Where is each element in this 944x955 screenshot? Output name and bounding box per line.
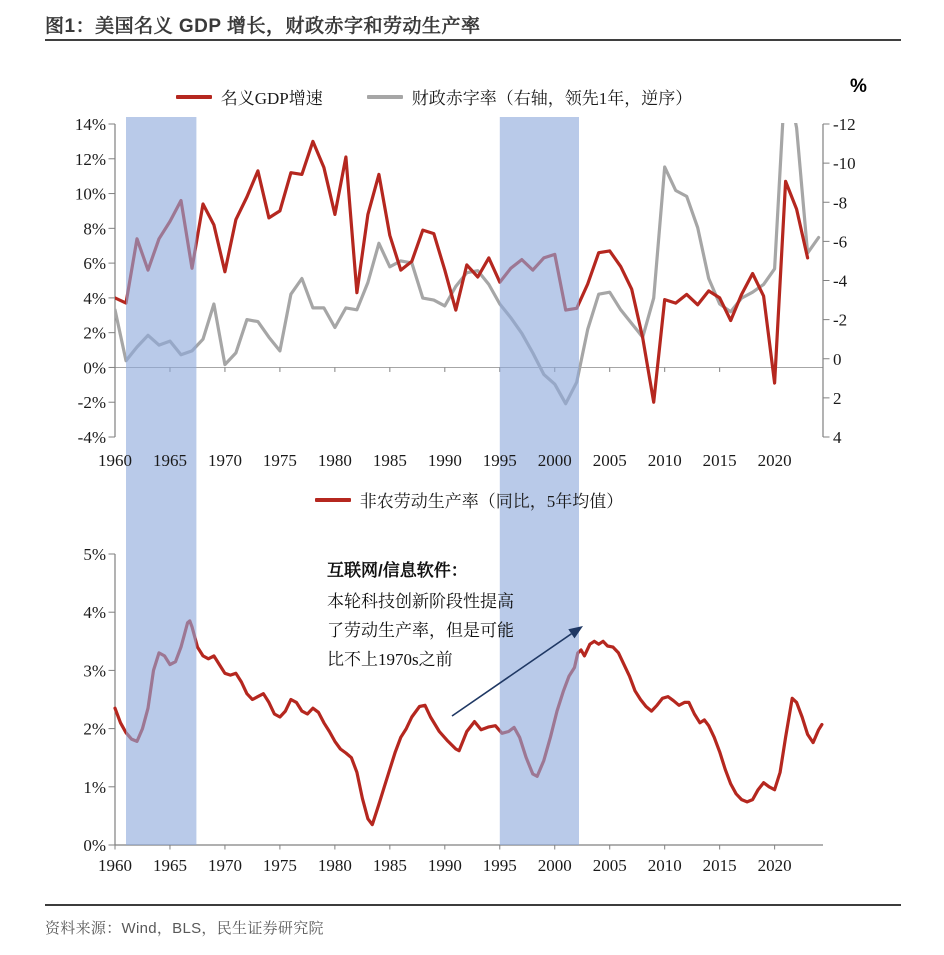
svg-text:1990: 1990: [427, 856, 462, 875]
svg-text:2%: 2%: [83, 323, 106, 343]
svg-text:-10: -10: [833, 154, 856, 174]
source-note: 资料来源：Wind，BLS，民生证券研究院: [45, 920, 324, 937]
svg-text:3%: 3%: [83, 661, 106, 681]
right-axis-unit-label: %: [850, 76, 867, 97]
svg-text:1960: 1960: [98, 856, 132, 875]
deficit-legend-swatch: [367, 95, 403, 99]
svg-text:12%: 12%: [74, 149, 106, 169]
svg-text:2020: 2020: [757, 856, 792, 875]
gdp-series-key: [176, 84, 323, 109]
svg-text:4%: 4%: [83, 288, 106, 308]
svg-text:1975: 1975: [262, 451, 297, 470]
svg-text:-4: -4: [833, 271, 848, 291]
svg-text:6%: 6%: [83, 254, 106, 274]
svg-text:14%: 14%: [74, 115, 106, 134]
svg-text:2000: 2000: [537, 856, 572, 875]
svg-text:1965: 1965: [152, 856, 187, 875]
svg-text:1960: 1960: [98, 451, 132, 470]
svg-text:2010: 2010: [647, 451, 682, 470]
svg-text:2005: 2005: [592, 856, 627, 875]
svg-text:1975: 1975: [262, 856, 297, 875]
gdp-legend-swatch: [176, 95, 212, 99]
productivity-series-key: [315, 487, 624, 512]
gdp-legend-label: 名义GDP增速: [220, 89, 323, 108]
svg-text:2: 2: [833, 388, 842, 408]
svg-text:0%: 0%: [83, 836, 106, 855]
svg-text:1970: 1970: [207, 451, 242, 470]
svg-text:8%: 8%: [83, 219, 106, 239]
svg-text:1985: 1985: [372, 856, 407, 875]
svg-text:4%: 4%: [83, 603, 106, 623]
svg-text:5%: 5%: [83, 545, 106, 564]
svg-text:-2%: -2%: [77, 393, 106, 413]
svg-text:2%: 2%: [83, 719, 106, 739]
svg-text:-12: -12: [833, 115, 856, 134]
svg-text:10%: 10%: [74, 184, 106, 204]
top-chart-legend: [80, 84, 788, 109]
figure-title: 图1：美国名义 GDP 增长，财政赤字和劳动生产率: [45, 16, 481, 37]
svg-text:1985: 1985: [372, 451, 407, 470]
productivity-legend-swatch: [315, 498, 351, 502]
svg-text:0%: 0%: [83, 358, 106, 378]
footer-separator: [45, 904, 901, 906]
bottom-chart-legend: [115, 487, 823, 512]
svg-text:-2: -2: [833, 310, 848, 330]
deficit-legend-label: 财政赤字率（右轴，领先1年，逆序）: [411, 89, 693, 108]
svg-text:1995: 1995: [482, 856, 517, 875]
productivity-legend-label: 非农劳动生产率（同比，5年均值）: [359, 492, 624, 511]
svg-text:2015: 2015: [702, 856, 737, 875]
svg-text:2000: 2000: [537, 451, 572, 470]
svg-text:1980: 1980: [317, 451, 352, 470]
svg-text:2020: 2020: [757, 451, 792, 470]
annotation-heading: 互联网/信息软件：: [327, 561, 468, 580]
annotation-line: 本轮科技创新阶段性提高: [327, 592, 514, 611]
svg-text:-8: -8: [833, 193, 848, 213]
annotation-line: 了劳动生产率，但是可能: [327, 621, 514, 640]
svg-text:0: 0: [833, 349, 842, 369]
svg-text:1970: 1970: [207, 856, 242, 875]
svg-text:1980: 1980: [317, 856, 352, 875]
svg-text:1990: 1990: [427, 451, 462, 470]
svg-text:4: 4: [833, 428, 842, 447]
svg-text:-4%: -4%: [77, 428, 106, 447]
svg-text:1%: 1%: [83, 777, 106, 797]
productivity-annotation: [327, 556, 587, 674]
svg-text:2010: 2010: [647, 856, 682, 875]
svg-text:2015: 2015: [702, 451, 737, 470]
annotation-line: 比不上1970s之前: [327, 650, 453, 669]
svg-text:1965: 1965: [152, 451, 187, 470]
deficit-series-key: [367, 84, 693, 109]
svg-text:-6: -6: [833, 232, 848, 252]
svg-text:2005: 2005: [592, 451, 627, 470]
svg-text:1995: 1995: [482, 451, 517, 470]
